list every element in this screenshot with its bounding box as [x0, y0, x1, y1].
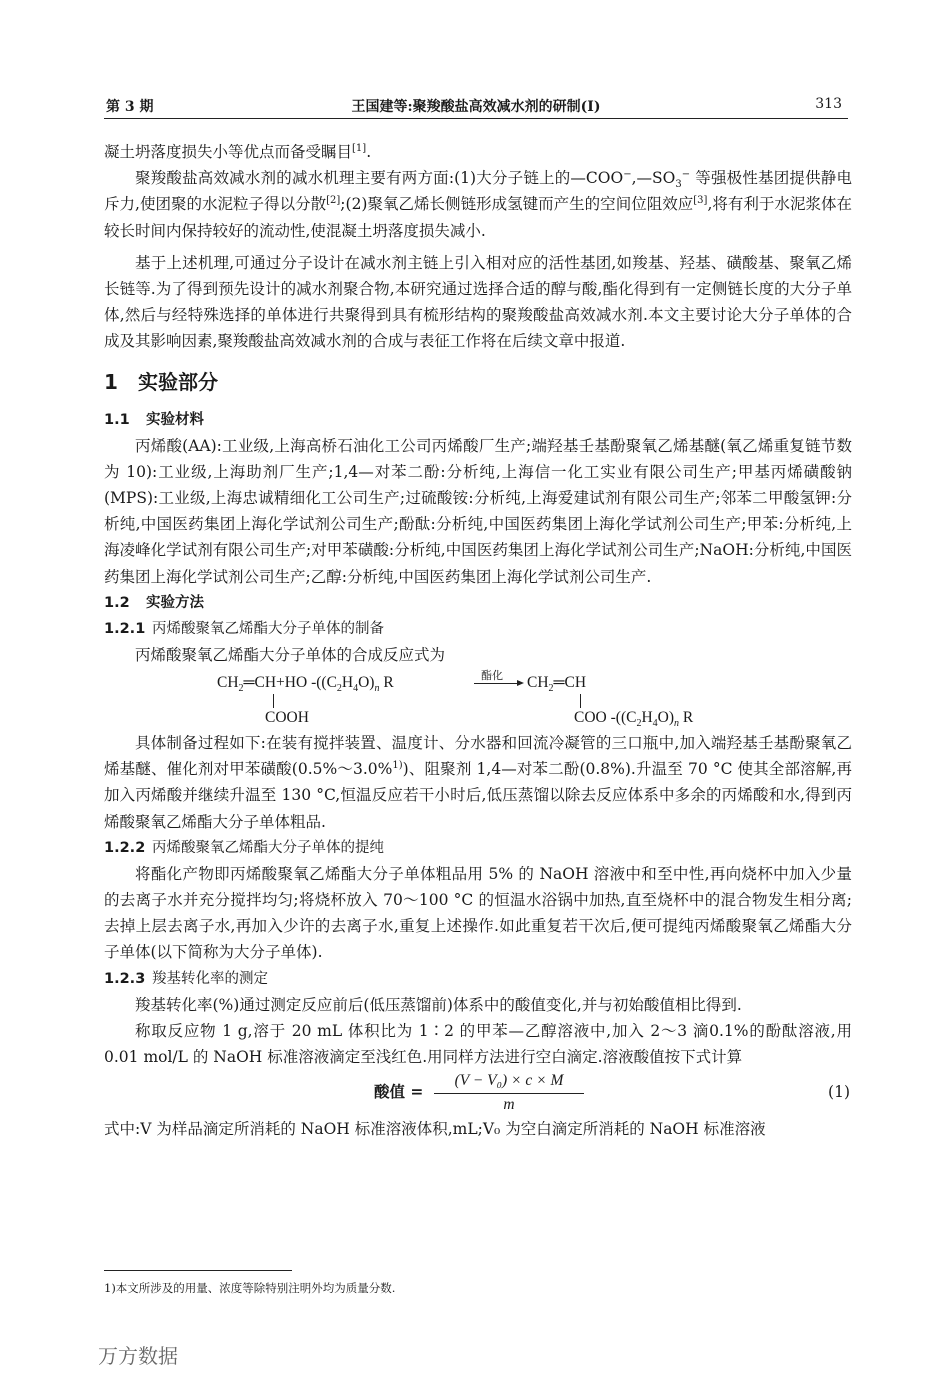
reaction-intro: 丙烯酸聚氧乙烯酯大分子单体的合成反应式为 — [135, 645, 446, 664]
equation-numerator: (V − V₀) × c × M — [454, 1072, 564, 1090]
materials-paragraph: 丙烯酸(AA):工业级,上海高桥石油化工公司丙烯酸厂生产;端羟基壬基酚聚氧乙烯基醚(氧乙烯重复链节数为 10):工业级,上海助剂厂生产;1,4—对苯二酚:分析纯,上海信一化工实业有限公司生产;甲基丙烯磺酸钠(MPS):工业级,上海忠诚精细化工公司生产;过硫酸铵:分析纯,上海爱建试剂有限公司生产;邻苯二甲酸氢钾:分析纯,中国医药集团上海化学试剂公司生产;酚酞:分析纯,中国医药集团上海化学试剂公司生产;甲苯:分析纯,上海凌峰化学试剂有限公司生产;对甲苯磺酸:分析纯,中国医药集团上海化学试剂公司生产;NaOH:分析纯,中国医药集团上海化学试剂公司生产;乙醇:分析纯,中国医药集团上海化学试剂公司生产. — [104, 436, 852, 586]
citation-3: [3] — [693, 195, 708, 207]
reaction-equation — [104, 669, 852, 730]
section-heading-1-2-3: 1.2.3 羧基转化率的测定 — [104, 970, 268, 987]
page-number: 313 — [815, 96, 842, 112]
conversion-paragraph-1: 羧基转化率(%)通过测定反应前后(低压蒸馏前)体系中的酸值变化,并与初始酸值相比得到. — [135, 995, 742, 1014]
purification-paragraph: 将酯化产物即丙烯酸聚氧乙烯酯大分子单体粗品用 5% 的 NaOH 溶液中和至中性,再向烧杯中加入少量的去离子水并充分搅拌均匀;将烧杯放入 70～100 °C 的恒温水浴锅中加热,直至烧杯中的混合物发生相分离;去掉上层去离子水,再加入少许的去离子水,重复上述操作.如此重复若干次后,便可提纯丙烯酸聚氧乙烯酯大分子单体(以下简称为大分子单体). — [104, 864, 852, 962]
source-watermark: 万方数据 — [98, 1344, 178, 1368]
product-ester-group: COO $-((C_2H_4O)_n$ R — [574, 709, 694, 730]
footnote-marker: 1) — [392, 760, 403, 772]
reactant-cooh: COOH — [265, 709, 309, 727]
section-heading-1-2-1: 1.2.1 丙烯酸聚氧乙烯酯大分子单体的制备 — [104, 620, 384, 637]
citation-2: [2] — [326, 195, 341, 207]
conversion-paragraph-2: 称取反应物 1 g,溶于 20 mL 体积比为 1∶2 的甲苯—乙醇溶液中,加入 2～3 滴0.1%的酚酞溶液,用0.01 mol/L 的 NaOH 标准溶液滴定至浅红色.用同样方法进行空白滴定.溶液酸值按下式计算 — [104, 1021, 852, 1067]
section-heading-1-2: 1.2 实验方法 — [104, 594, 204, 611]
catalyst-label: 酯化 — [481, 669, 503, 683]
paragraph-0: 凝土坍落度损失小等优点而备受瞩目[1]. — [104, 142, 372, 161]
section-heading-1-1: 1.1 实验材料 — [104, 411, 204, 428]
equation-lhs: 酸值 = — [374, 1082, 424, 1102]
article-body — [104, 139, 852, 1142]
running-header — [104, 96, 848, 119]
section-heading-1: 1 实验部分 — [104, 369, 218, 394]
footnote-rule — [104, 1270, 292, 1271]
product-bond — [580, 694, 581, 708]
arrow-head — [517, 680, 524, 686]
reactant-bond — [273, 694, 274, 708]
equation-number: (1) — [828, 1083, 850, 1102]
preparation-paragraph: 具体制备过程如下:在装有搅拌装置、温度计、分水器和回流冷凝管的三口瓶中,加入端羟基壬基酚聚氧乙烯基醚、催化剂对甲苯磺酸(0.5%～3.0%$^{1)}$)、阻聚剂 1,4—对苯二酚(0.8%).升温至 70 °C 使其全部溶解,再加入丙烯酸并继续升温至 130 °C,恒温反应若干小时后,低压蒸馏以除去反应体系中多余的丙烯酸和水,得到丙烯酸聚氧乙烯酯大分子单体粗品. — [104, 734, 852, 831]
equation-denominator: m — [503, 1096, 515, 1114]
reactant-formula: $CH_2═CH+HO$ $-((C_2H_4O)_n$ R — [217, 674, 394, 695]
equation-fraction — [434, 1070, 584, 1115]
section-heading-1-2-2: 1.2.2 丙烯酸聚氧乙烯酯大分子单体的提纯 — [104, 839, 384, 856]
equation-explanation: 式中:V 为样品滴定所消耗的 NaOH 标准溶液体积,mL;V₀ 为空白滴定所消耗的 NaOH 标准溶液 — [104, 1120, 766, 1139]
paragraph-2: 基于上述机理,可通过分子设计在减水剂主链上引入相对应的活性基团,如羧基、羟基、磺酸基、聚氧乙烯长链等.为了得到预先设计的减水剂聚合物,本研究通过选择合适的醇与酸,酯化得到有一定侧链长度的大分子单体,然后与经特殊选择的单体进行共聚得到具有梳形结构的聚羧酸盐高效减水剂.本文主要讨论大分子单体的合成及其影响因素,聚羧酸盐高效减水剂的合成与表征工作将在后续文章中报道. — [104, 253, 852, 351]
fraction-bar — [434, 1093, 584, 1094]
paragraph-1: 聚羧酸盐高效减水剂的减水机理主要有两方面:(1)大分子链上的$—COO^-,—SO_3^-$ 等强极性基团提供静电斥力,使团聚的水泥粒子得以分散[2];(2)聚氧乙烯长侧链形成氢键而产生的空间位阻效应[3],将有利于水泥浆体在较长时间内保持较好的流动性,使混凝土坍落度损失减小. — [104, 169, 852, 240]
running-title: 王国建等:聚羧酸盐高效减水剂的研制(I) — [351, 99, 601, 115]
reaction-arrow — [474, 683, 518, 684]
acid-value-equation — [104, 1070, 852, 1116]
issue-label: 第 3 期 — [106, 99, 154, 115]
product-formula: $CH_2═CH$ — [527, 674, 587, 695]
citation-1: [1] — [352, 142, 367, 154]
footnote: 1)本文所涉及的用量、浓度等除特别注明外均为质量分数. — [104, 1281, 396, 1295]
